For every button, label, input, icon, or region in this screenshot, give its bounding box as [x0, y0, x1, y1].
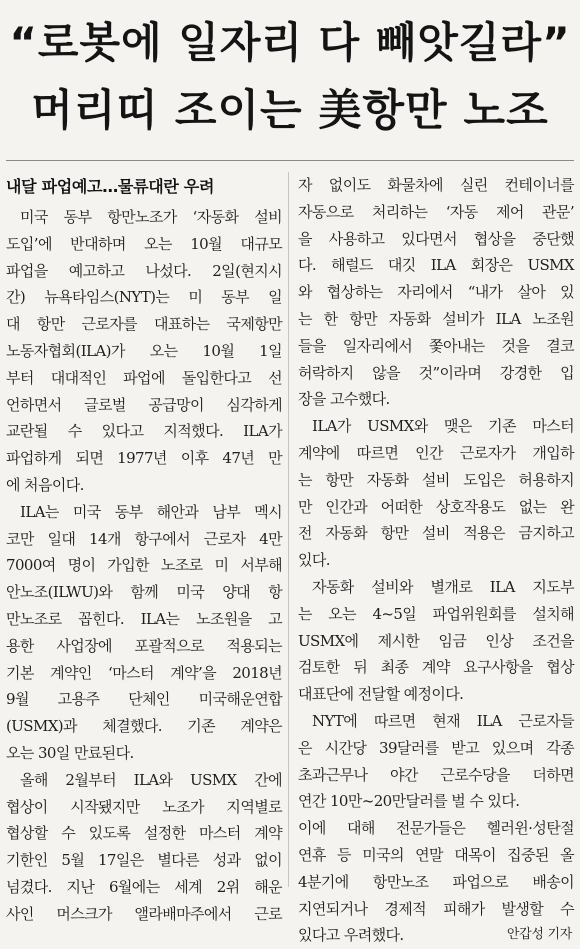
headline-divider: [6, 160, 574, 161]
article-text-line: 도입’에 반대하며 오는 10월 대규모: [6, 234, 282, 253]
article-text-line: 9월 고용주 단체인 미국해운연합: [6, 690, 282, 709]
article-text-line: 초과근무나 야간 근로수당을 더하면: [298, 765, 574, 784]
article-text-line: 올해 2월부터 ILA와 USMX 간에: [20, 770, 282, 789]
article-text-line: 허락하지 않을 것”이라며 강경한 입: [298, 363, 574, 382]
article-text-line: 지연되거나 경제적 피해가 발생할 수: [298, 899, 574, 918]
article-text-line: 와 협상하는 자리에서 “내가 살아 있: [298, 283, 574, 302]
article-text-line: 협상이 시작됐지만 노조가 지역별로: [6, 797, 282, 816]
article-text-line: 기한인 5월 17일은 별다른 성과 없이: [6, 851, 282, 870]
article-text-line: ILA는 미국 동부 해안과 남부 멕시: [20, 502, 282, 521]
article-text-line: 대 항만 근로자를 대표하는 국제항만: [6, 315, 282, 334]
article-column-left: [6, 172, 282, 923]
headline-line-2: 머리띠 조이는 美항만 노조: [31, 86, 549, 136]
article-text-line: 자 없이도 화물차에 실린 컨테이너를: [298, 176, 574, 194]
article-text-line: 는 항만 자동화 설비 도입은 허용하지: [298, 470, 574, 489]
article-text-line: 오는 30일 만료된다.: [6, 743, 134, 762]
byline: 안갑성 기자: [506, 927, 572, 943]
article-text-line: 넘겼다. 지난 6월에는 세계 2위 해운: [6, 877, 282, 896]
article-text-line: 사인 머스크가 앨라배마주에서 근로: [6, 904, 282, 923]
article-text-line: 7000여 명이 가입한 노조로 미 서부해: [6, 556, 282, 575]
article-text-line: 파업을 예고하고 나섰다. 2일(현지시: [6, 261, 282, 280]
article-text-line: 노동자협회(ILA)가 오는 10월 1일: [6, 341, 282, 360]
article-text-line: (USMX)과 체결했다. 기존 계약은: [6, 717, 282, 736]
article-text-line: 계약에 따르면 인간 근로자가 개입하: [298, 443, 574, 462]
column-divider: [288, 172, 289, 887]
article-text-line: 있다고 우려했다.: [298, 926, 404, 945]
article-text-line: 있다.: [298, 551, 330, 570]
article-text-line: 교란될 수 있다고 지적했다. ILA가: [6, 422, 282, 441]
subheading: 내달 파업예고…물류대란 우려: [6, 177, 215, 196]
article-text-line: 기본 계약인 ‘마스터 계약’을 2018년: [6, 663, 282, 682]
article-text-line: 만 인간과 어떠한 상호작용도 없는 완: [298, 497, 574, 516]
article-text-line: 자동화 설비와 별개로 ILA 지도부: [312, 577, 574, 596]
article-text-line: 파업하게 되면 1977년 이후 47년 만: [6, 449, 282, 468]
article-text-line: 을 사용하고 있다면서 협상을 중단했: [298, 229, 574, 248]
article-text-line: 만노조로 꼽힌다. ILA는 노조원을 고: [6, 609, 282, 628]
article-text-line: 자동으로 처리하는 ‘자동 제어 관문’: [298, 202, 574, 221]
article-text-line: 부터 대대적인 파업에 돌입한다고 선: [6, 368, 282, 387]
article-text-line: 는 오는 4~5일 파업위원회를 설치해: [298, 604, 574, 623]
article-column-right: [298, 172, 574, 945]
article-text-line: 전 자동화 항만 설비 적용은 금지하고: [298, 524, 574, 543]
article-text-line: 장을 고수했다.: [298, 390, 390, 409]
article-text-line: 언하면서 글로벌 공급망이 심각하게: [6, 395, 282, 414]
article-text-line: 용한 사업장에 포괄적으로 적용되는: [6, 636, 282, 655]
article-text-line: 대표단에 전달할 예정이다.: [298, 685, 464, 704]
article-text-line: 안노조(ILWU)와 함께 미국 양대 항: [6, 583, 282, 602]
article-text-line: 이에 대해 전문가들은 헬러윈·성탄절: [298, 819, 574, 838]
article-text-line: 4분기에 항만노조 파업으로 배송이: [298, 872, 574, 891]
article-text-line: 은 시간당 39달러를 받고 있으며 각종: [298, 738, 574, 757]
closing-row: [298, 922, 574, 949]
article-text-line: ILA가 USMX와 맺은 기존 마스터: [312, 417, 574, 436]
article-text-line: 검토한 뒤 최종 계약 요구사항을 협상: [298, 658, 574, 677]
article-text-line: 연휴 등 미국의 연말 대목이 집중된 올: [298, 845, 574, 864]
article-text-line: 협상할 수 있도록 설정한 마스터 계약: [6, 824, 282, 843]
article-text-line: 미국 동부 항만노조가 ‘자동화 설비: [20, 208, 282, 226]
article-text-line: 는 한 항만 자동화 설비가 ILA 노조원: [298, 309, 574, 328]
article-text-line: 들을 일자리에서 쫓아내는 것을 결코: [298, 336, 574, 355]
article-text-line: NYT에 따르면 현재 ILA 근로자들: [312, 711, 574, 730]
article-text-line: 코만 일대 14개 항구에서 근로자 4만: [6, 529, 282, 548]
headline-line-1: “로봇에 일자리 다 빼앗길라”: [9, 18, 571, 67]
article-text-line: 다. 해럴드 대깃 ILA 회장은 USMX: [298, 256, 574, 275]
article-text-line: 연간 10만~20만달러를 벌 수 있다.: [298, 792, 520, 811]
article-text-line: 에 처음이다.: [6, 475, 84, 494]
article-text-line: USMX에 제시한 임금 인상 조건을: [298, 631, 574, 650]
article-text-line: 간) 뉴욕타임스(NYT)는 미 동부 일: [6, 288, 282, 307]
